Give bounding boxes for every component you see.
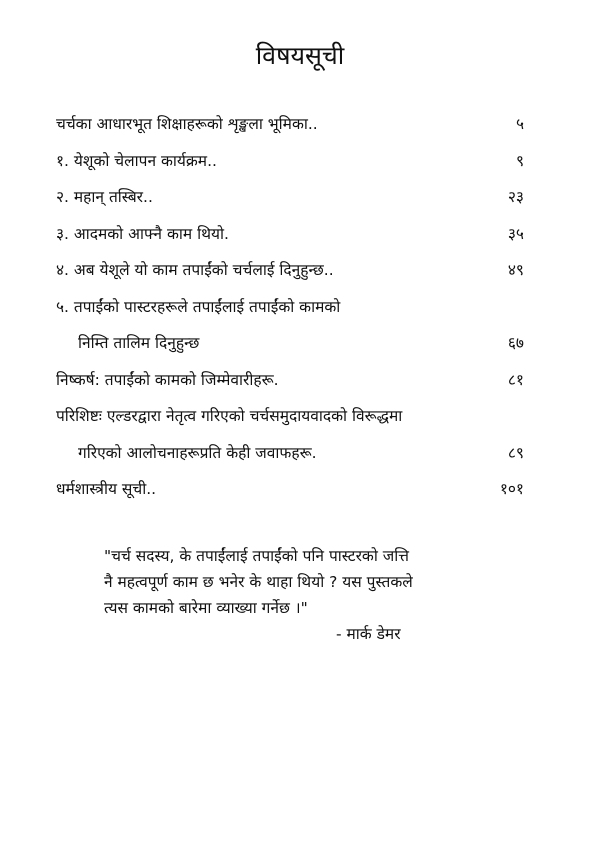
toc-entry-page: ८१ bbox=[507, 370, 524, 389]
quote-line: नै महत्वपूर्ण काम छ भनेर के थाहा थियो ? यस पुस्तकले bbox=[104, 573, 413, 591]
toc-entry-text: निष्कर्ष: तपाईंको कामको जिम्मेवारीहरू. bbox=[56, 370, 279, 389]
toc-entry-page: ९ bbox=[515, 151, 524, 170]
toc-entry-scripture-index[interactable] bbox=[56, 477, 524, 514]
toc-entry-chapter-5-continued[interactable] bbox=[56, 331, 524, 368]
toc-entry-appendix[interactable] bbox=[56, 404, 524, 441]
toc-entry-page: १०१ bbox=[499, 480, 524, 498]
toc-entry-conclusion[interactable] bbox=[56, 368, 524, 405]
quote-line: त्यस कामको बारेमा व्याख्या गर्नेछ ।" bbox=[104, 599, 308, 617]
toc-entry-text: गरिएको आलोचनाहरूप्रति केही जवाफहरू. bbox=[78, 443, 317, 462]
epigraph-quote bbox=[104, 543, 504, 647]
toc-entry-page: ३५ bbox=[507, 224, 524, 243]
toc-entry-page: ५ bbox=[515, 115, 524, 133]
toc-entry-text: ५. तपाईंको पास्टरहरूले तपाईंलाई तपाईंको कामको bbox=[56, 297, 341, 316]
toc-entry-chapter-2[interactable] bbox=[56, 185, 524, 222]
toc-entry-text: २. महान् तस्बिर.. bbox=[56, 188, 153, 206]
toc-entry-chapter-4[interactable] bbox=[56, 258, 524, 295]
toc-entry-page: ४९ bbox=[507, 261, 524, 279]
toc-entry-text: निम्ति तालिम दिनुहुन्छ bbox=[78, 334, 200, 352]
quote-author: - मार्क डेमर bbox=[336, 625, 401, 643]
toc-entry-chapter-3[interactable] bbox=[56, 222, 524, 259]
toc-entry-text: चर्चका आधारभूत शिक्षाहरूको शृङ्खला भूमिका.. bbox=[56, 115, 318, 133]
toc-entry-text: १. येशूको चेलापन कार्यक्रम.. bbox=[56, 151, 217, 170]
toc-entry-page: ६७ bbox=[507, 334, 524, 352]
toc-entry-text: ४. अब येशूले यो काम तपाईंको चर्चलाई दिनुहुन्छ.. bbox=[56, 261, 334, 279]
toc-entry-preface[interactable] bbox=[56, 112, 524, 149]
toc-entry-text: धर्मशास्त्रीय सूची.. bbox=[56, 480, 157, 498]
toc-entry-chapter-1[interactable] bbox=[56, 149, 524, 186]
quote-line: "चर्च सदस्य, के तपाईंलाई तपाईंको पनि पास्टरको जत्ति bbox=[104, 547, 410, 565]
toc-entry-chapter-5[interactable] bbox=[56, 295, 524, 332]
toc-entry-text: परिशिष्टः एल्डरद्वारा नेतृत्व गरिएको चर्चसमुदायवादको विरूद्धमा bbox=[56, 407, 403, 425]
page-title: विषयसूची bbox=[255, 41, 345, 70]
toc-entry-appendix-continued[interactable] bbox=[56, 441, 524, 478]
toc-entry-page: २३ bbox=[507, 188, 524, 206]
toc-entry-text: ३. आदमको आफ्नै काम थियो. bbox=[56, 224, 229, 243]
table-of-contents bbox=[56, 112, 524, 514]
toc-entry-page: ८९ bbox=[507, 443, 524, 462]
